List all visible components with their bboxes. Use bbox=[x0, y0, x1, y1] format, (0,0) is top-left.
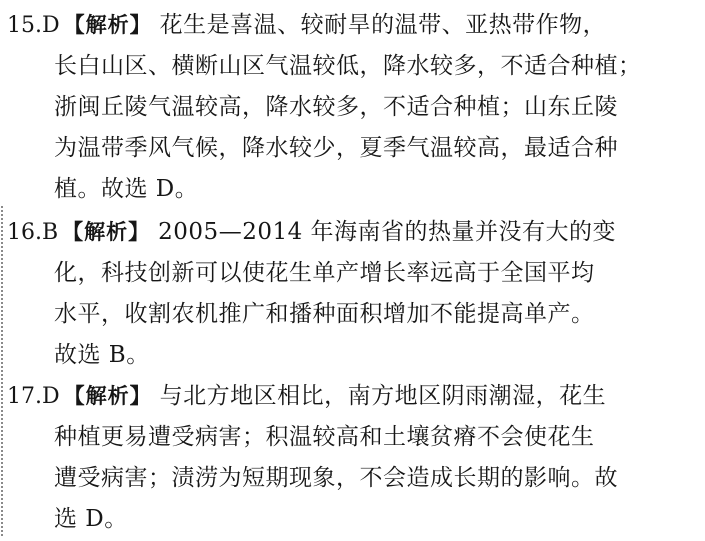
answer-line: 水平，收割农机推广和播种面积增加不能提高单产。 bbox=[54, 301, 595, 327]
answer-line: 选 D。 bbox=[54, 506, 128, 532]
answer-line: 种植更易遭受病害；积温较高和土壤贫瘠不会使花生 bbox=[54, 424, 595, 450]
answer-text: 花生是喜温、较耐旱的温带、亚热带作物， bbox=[159, 12, 607, 38]
analysis-tag: 【解析】 bbox=[63, 384, 152, 408]
page-edge-dotted-line bbox=[1, 206, 3, 536]
answer-number: 15.D bbox=[7, 13, 60, 38]
answer-number: 16.B bbox=[7, 220, 59, 245]
analysis-tag: 【解析】 bbox=[62, 220, 151, 244]
answer-number: 17.D bbox=[7, 384, 60, 409]
answer-line bbox=[7, 212, 616, 253]
answer-line: 浙闽丘陵气温较高，降水较多，不适合种植；山东丘陵 bbox=[54, 94, 618, 120]
answer-line: 长白山区、横断山区气温较低，降水较多，不适合种植； bbox=[54, 53, 642, 79]
answer-line: 化，科技创新可以使花生单产增长率远高于全国平均 bbox=[54, 260, 595, 286]
answer-line bbox=[7, 5, 606, 46]
answer-line: 植。故选 D。 bbox=[54, 176, 199, 202]
answer-line: 为温带季风气候，降水较少，夏季气温较高，最适合种 bbox=[54, 135, 618, 161]
answer-text: 2005—2014 年海南省的热量并没有大的变 bbox=[158, 219, 617, 245]
answer-text: 与北方地区相比，南方地区阴雨潮湿，花生 bbox=[159, 383, 607, 409]
analysis-tag: 【解析】 bbox=[63, 13, 152, 37]
answer-line: 故选 B。 bbox=[54, 342, 150, 368]
answer-line bbox=[7, 376, 606, 417]
answer-line: 遭受病害；渍涝为短期现象，不会造成长期的影响。故 bbox=[54, 465, 618, 491]
